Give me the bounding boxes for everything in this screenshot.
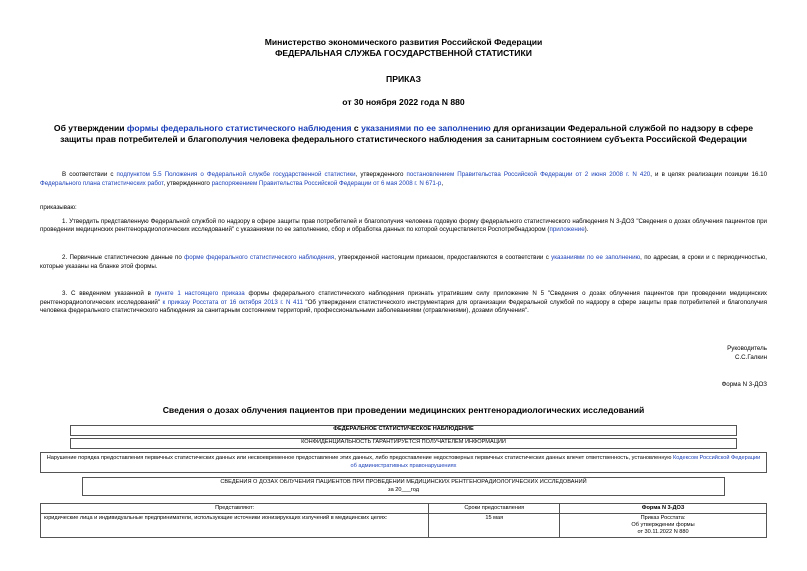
item1-text-1: 1. Утвердить представленную Федеральной службой по надзору в сфере защиты прав потребителей и благополучия человека годовую форму федерального статистического наблюдения N 3-ДОЗ "Сведения о дозах облучения пациентов при проведении медицинских рентгенорадиологических исследований" с указаниями по ее заполнению, сбор и обработка данных по которой осуществляется Роспотребнадзором ( xyxy=(40,217,767,234)
link-form-federal-observation[interactable]: формы федерального статистического наблюдения xyxy=(126,123,352,133)
form-header-table xyxy=(40,503,767,538)
link-government-decree-420[interactable]: постановлением Правительства Российской Федерации от 2 июня 2008 г. N 420 xyxy=(406,171,651,178)
confidentiality-box: КОНФИДЕНЦИАЛЬНОСТЬ ГАРАНТИРУЕТСЯ ПОЛУЧАТЕЛЕМ ИНФОРМАЦИИ xyxy=(70,438,737,449)
item2-text-2: , утвержденной настоящим приказом, предоставляются в соответствии с xyxy=(334,253,552,261)
preamble-text-4: , утвержденного xyxy=(163,179,212,187)
report-title: СВЕДЕНИЯ О ДОЗАХ ОБЛУЧЕНИЯ ПАЦИЕНТОВ ПРИ ПРОВЕДЕНИИ МЕДИЦИНСКИХ РЕНТГЕНОРАДИОЛОГИЧЕСКИХ ИССЛЕДОВАНИЙ xyxy=(220,479,587,486)
approval-line-3: от 30.11.2022 N 880 xyxy=(637,529,689,536)
preamble-text-3: , и в целях реализации позиции 16.10 xyxy=(650,171,768,178)
title-text-3: для организации Федеральной службой по надзору в сфере защиты прав потребителей и благополучия человека федерального статистического наблюдения за санитарным состоянием субъекта Российской Федерации xyxy=(60,123,754,144)
item3-text-1: 3. С введением указанной в xyxy=(62,290,155,298)
report-year: за 20___год xyxy=(388,486,419,493)
order-item-3 xyxy=(40,290,767,316)
link-filling-instructions[interactable]: указаниями по ее заполнению xyxy=(361,123,491,133)
order-word: ПРИКАЗ xyxy=(386,74,421,84)
service-name: ФЕДЕРАЛЬНАЯ СЛУЖБА ГОСУДАРСТВЕННОЙ СТАТИСТИКИ xyxy=(275,48,532,58)
table-row xyxy=(41,514,767,538)
link-filling-instructions-2[interactable]: указаниями по ее заполнению xyxy=(551,253,641,261)
approval-line-2: Об утверждении формы xyxy=(631,522,695,529)
preamble-text-1: В соответствии с xyxy=(62,171,117,178)
document-title xyxy=(40,123,767,145)
header-deadline: Сроки предоставления xyxy=(429,504,560,514)
order-date: от 30 ноября 2022 года N 880 xyxy=(342,97,465,107)
violation-notice-box xyxy=(40,452,767,473)
signature-name: С.С.Галкин xyxy=(734,353,767,361)
report-title-box xyxy=(82,477,725,496)
item1-text-2: ). xyxy=(584,226,589,234)
orders-word: приказываю: xyxy=(40,204,77,212)
table-header-row xyxy=(41,504,767,514)
section-title: Сведения о дозах облучения пациентов при проведении медицинских рентгенорадиологических исследований xyxy=(162,404,645,415)
preamble-paragraph xyxy=(40,171,767,188)
violation-text: Нарушение порядка предоставления первичных статистических данных или несвоевременное предоставление этих данных, либо предоставление недостоверных первичных статистических данных влечет ответственность, установленную xyxy=(46,454,673,461)
cell-deadline: 15 мая xyxy=(429,514,560,538)
form-reference: Форма N 3-ДОЗ xyxy=(721,380,767,388)
cell-approval xyxy=(560,514,767,538)
item2-text-3: , по адресам, в сроки и с периодичностью, которые указаны на бланке этой формы. xyxy=(40,253,767,270)
signature-role: Руководитель xyxy=(727,344,767,352)
title-text-1: Об утверждении xyxy=(53,123,127,133)
preamble-text-5: , xyxy=(441,179,444,187)
signature-block xyxy=(40,344,767,362)
link-rosstat-order-411[interactable]: к приказу Росстата от 16 октября 2013 г. N 411 xyxy=(162,298,303,306)
link-item-1-order[interactable]: пункте 1 настоящего приказа xyxy=(154,290,245,298)
approval-line-1: Приказ Росстата: xyxy=(640,515,686,522)
order-item-1 xyxy=(40,218,767,235)
order-item-2 xyxy=(40,254,767,271)
link-government-order-671[interactable]: распоряжением Правительства Российской Федерации от 6 мая 2008 г. N 671-р xyxy=(211,179,442,187)
link-federal-plan[interactable]: Федерального плана статистических работ xyxy=(40,179,164,187)
link-form-observation-2[interactable]: форме федерального статистического наблюдения xyxy=(184,253,335,261)
ministry-name: Министерство экономического развития Российской Федерации xyxy=(264,37,543,47)
item3-text-2: формы федерального статистического наблюдения признать утратившим силу приложение N 5 "Сведения о дозах облучения пациентов при проведении медицинских рентгенорадиологических исследований" xyxy=(40,290,767,306)
title-text-2: с xyxy=(351,123,362,133)
item3-text-3: "Об утверждении статистического инструментария для организации Федеральной службой по надзору в сфере защиты прав потребителей и благополучия человека федерального статистического наблюдения за санитарным состоянием территорий, профессиональными заболеваниями (отравлениями), дозами облучения". xyxy=(40,298,767,315)
link-administrative-code[interactable]: Кодексом Российской Федерации об административных правонарушениях xyxy=(350,454,761,469)
item2-text-1: 2. Первичные статистические данные по xyxy=(62,253,185,261)
cell-submitters: юридические лица и индивидуальные предприниматели, использующие источники ионизирующих излучений в медицинских целях: xyxy=(41,514,429,538)
header-submitters: Представляют: xyxy=(41,504,429,514)
link-regulation-5-5[interactable]: подпунктом 5.5 Положения о Федеральной службе государственной статистики xyxy=(116,171,356,178)
header-form-number: Форма N 3-ДОЗ xyxy=(560,504,767,514)
federal-observation-box: ФЕДЕРАЛЬНОЕ СТАТИСТИЧЕСКОЕ НАБЛЮДЕНИЕ xyxy=(70,425,737,436)
preamble-text-2: , утвержденного xyxy=(355,171,407,178)
link-appendix[interactable]: приложение xyxy=(549,226,585,234)
